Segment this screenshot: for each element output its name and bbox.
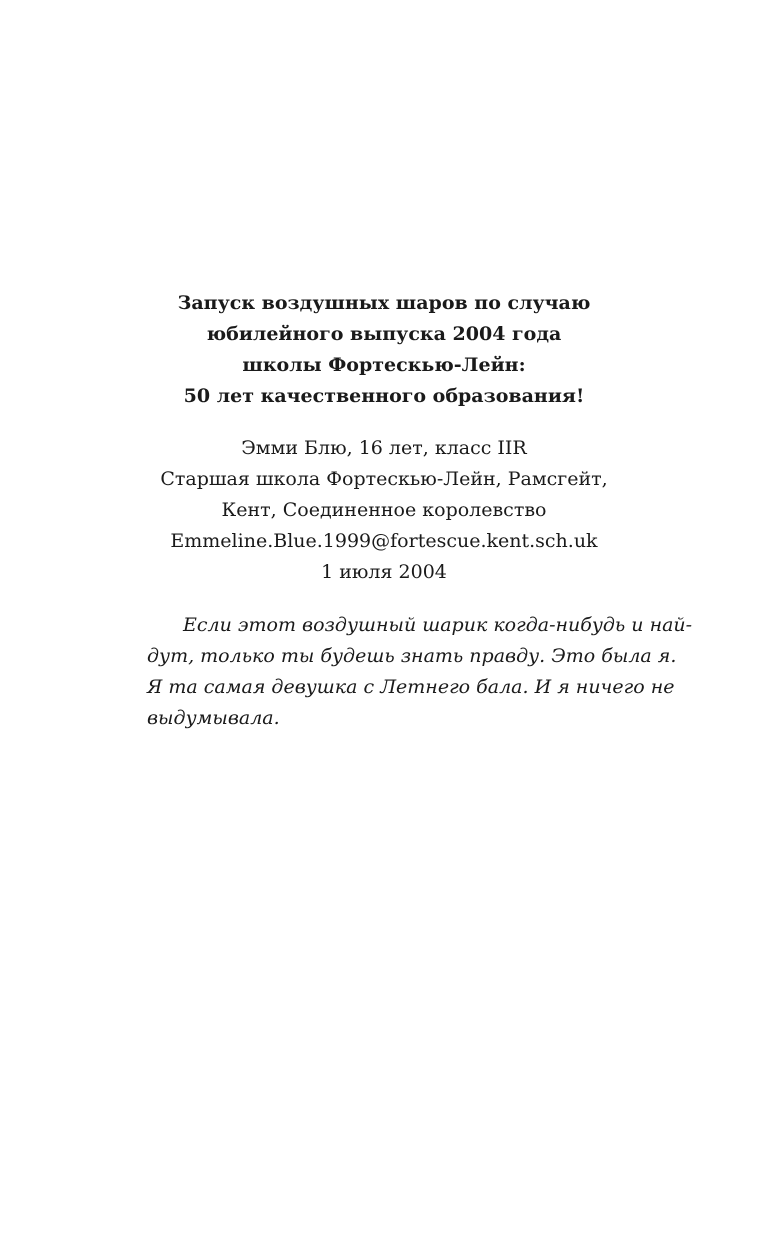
sender-name-line: Эмми Блю, 16 лет, класс IIR [241, 437, 527, 459]
sender-school-line: Старшая школа Фортескью-Лейн, Рамсгейт, [160, 468, 608, 490]
sender-location-line: Кент, Соединенное королевство [221, 499, 547, 521]
sender-date-line: 1 июля 2004 [321, 561, 447, 583]
heading-line: юбилейного выпуска 2004 года [206, 323, 562, 345]
message-line: дут, только ты будешь знать правду. Это была я. [147, 645, 677, 667]
message-line: Если этот воздушный шарик когда-нибудь и най- [183, 614, 693, 636]
message-line: Я та самая девушка с Летнего бала. И я ничего не [147, 676, 675, 698]
heading-line: школы Фортескью-Лейн: [242, 354, 526, 376]
sender-email-line: Emmeline.Blue.1999@fortescue.kent.sch.uk [170, 530, 598, 552]
event-heading [100, 288, 668, 412]
balloon-message [147, 610, 693, 734]
sender-info [100, 433, 668, 588]
message-line: выдумывала. [147, 707, 280, 729]
heading-line: Запуск воздушных шаров по случаю [177, 292, 591, 314]
heading-line: 50 лет качественного образования! [183, 385, 585, 407]
